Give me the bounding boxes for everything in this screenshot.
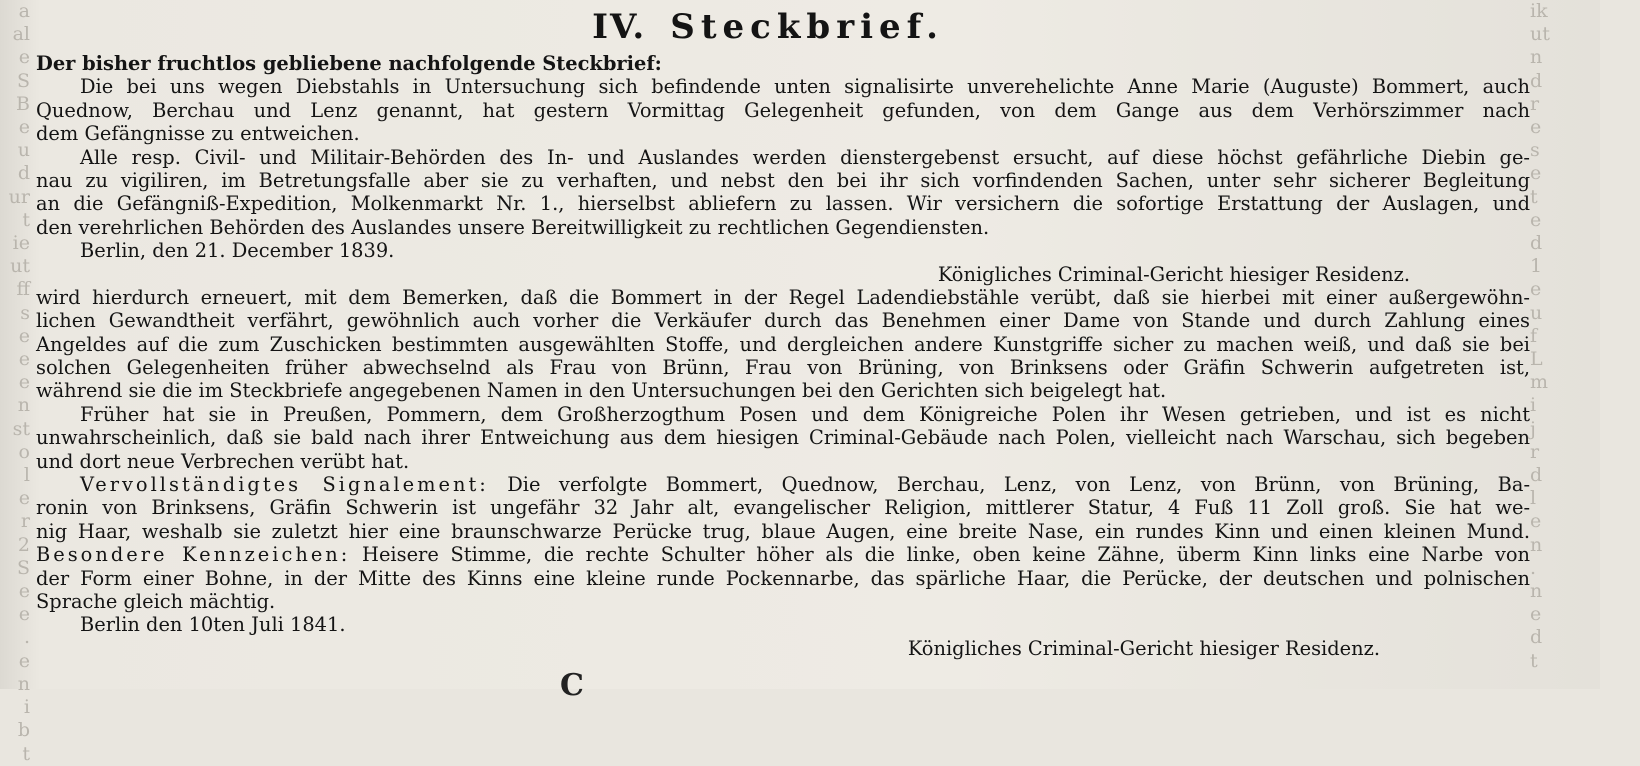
text-line: an die Gefängniß-Expedition, Molkenmarkt Nr. 1., hierselbst abliefern zu lassen. Wir versichern die sofortige Erstattung der Auslagen, und	[36, 192, 1530, 216]
article-body	[36, 2, 1530, 688]
heading-title: Steckbrief.	[670, 7, 944, 47]
text-line: der Form einer Bohne, in der Mitte des Kinns eine kleine runde Pockennarbe, das spärliche Haar, die Perücke, der deutschen und polnischen	[36, 566, 1530, 590]
text-line: nig Haar, weshalb sie zuletzt hier eine braunschwarze Perücke trug, blaue Augen, eine breite Nase, ein rundes Kinn und einen kleinen Mund.	[36, 519, 1530, 543]
kennzeichen-text: Heisere Stimme, die rechte Schulter höher als die linke, oben keine Zähne, überm Kinn links eine Narbe von	[362, 543, 1530, 567]
text-line: lichen Gewandtheit verfährt, gewöhnlich auch vorher die Verkäufer durch das Benehmen einer Dame von Stande und durch Zahlung eines	[36, 309, 1530, 333]
kennzeichen-line	[36, 543, 1530, 566]
text-line: während sie die im Steckbriefe angegebenen Namen in den Untersuchungen bei den Gerichten sich beigelegt hat.	[36, 379, 1167, 403]
dateline-1839: Berlin, den 21. December 1839.	[80, 239, 395, 263]
signalement-line	[36, 473, 1530, 496]
heading-numeral: IV.	[592, 7, 647, 47]
text-line: Sprache gleich mächtig.	[36, 589, 276, 613]
text-line: nau zu vigiliren, im Betretungsfalle aber sie zu verhaften, und nebst den bei ihr sich vorfindenden Sachen, unter sehr sicherer Begleitung	[36, 168, 1530, 192]
text-line: dem Gefängnisse zu entweichen.	[36, 122, 360, 146]
signalement-text: Die verfolgte Bommert, Quednow, Berchau, Lenz, von Lenz, von Brünn, von Brüning, Ba-	[507, 473, 1530, 497]
text-line: Quednow, Berchau und Lenz genannt, hat gestern Vormittag Gelegenheit gefunden, von dem Gange aus dem Verhörszimmer nach	[36, 98, 1530, 122]
article-heading	[6, 2, 1530, 52]
text-line: ronin von Brinksens, Gräfin Schwerin ist ungefähr 32 Jahr alt, evangelischer Religion, mittlerer Statur, 4 Fuß 11 Zoll groß. Sie hat we-	[36, 496, 1530, 520]
dateline-1841: Berlin den 10ten Juli 1841.	[80, 613, 346, 637]
text-line: Alle resp. Civil- und Militair-Behörden des In- und Auslandes werden dienstergebenst ersucht, auf diese höchst gefährliche Diebin ge-	[80, 145, 1530, 169]
bleed-through-right-column: ik ut n d r e s e t e d 1 e u f L m i j r d l e n . n e d t	[1530, 0, 1550, 672]
text-line: Die bei uns wegen Diebstahls in Untersuchung sich befindende unten signalisirte unverehelichte Anne Marie (Auguste) Bommert, auch	[80, 75, 1530, 99]
text-line: den verehrlichen Behörden des Auslandes unsere Bereitwilligkeit zu rechtlichen Gegendiensten.	[36, 215, 990, 239]
text-line: solchen Gelegenheiten früher abwechselnd als Frau von Brünn, Frau von Brüning, von Brinksens oder Gräfin Schwerin aufgetreten ist,	[36, 356, 1530, 380]
text-line: unwahrscheinlich, daß sie bald nach ihrer Entweichung aus dem hiesigen Criminal-Gebäude nach Polen, vielleicht nach Warschau, sich begeben	[36, 426, 1530, 450]
kennzeichen-label: Besondere Kennzeichen:	[36, 543, 351, 567]
bleed-through-left-column: a al e S B e u d ur t ie ut ff s e e e n st o l e r 2 S e e . e n i b t	[8, 0, 30, 765]
signalement-label: Vervollständigtes Signalement:	[80, 473, 489, 497]
text-line: Früher hat sie in Preußen, Pommern, dem Großherzogthum Posen und dem Königreiche Polen ihr Wesen getrieben, und ist es nicht	[80, 402, 1530, 426]
text-line: und dort neue Verbrechen verübt hat.	[36, 449, 410, 473]
text-line: wird hierdurch erneuert, mit dem Bemerken, daß die Bommert in der Regel Ladendiebstähle verübt, daß sie hierbei mit einer außergewöhn-	[36, 285, 1530, 309]
intro-line: Der bisher fruchtlos gebliebene nachfolgende Steckbrief:	[36, 52, 662, 75]
next-heading-fragment: C	[560, 668, 584, 703]
signature-1841: Königliches Criminal-Gericht hiesiger Residenz.	[907, 636, 1380, 660]
text-line: Angeldes auf die zum Zuschicken bestimmten ausgewählten Stoffe, und dergleichen andere Kunstgriffe sicher zu machen weiß, und daß sie bei	[36, 332, 1530, 356]
signature-1839: Königliches Criminal-Gericht hiesiger Residenz.	[937, 262, 1410, 286]
